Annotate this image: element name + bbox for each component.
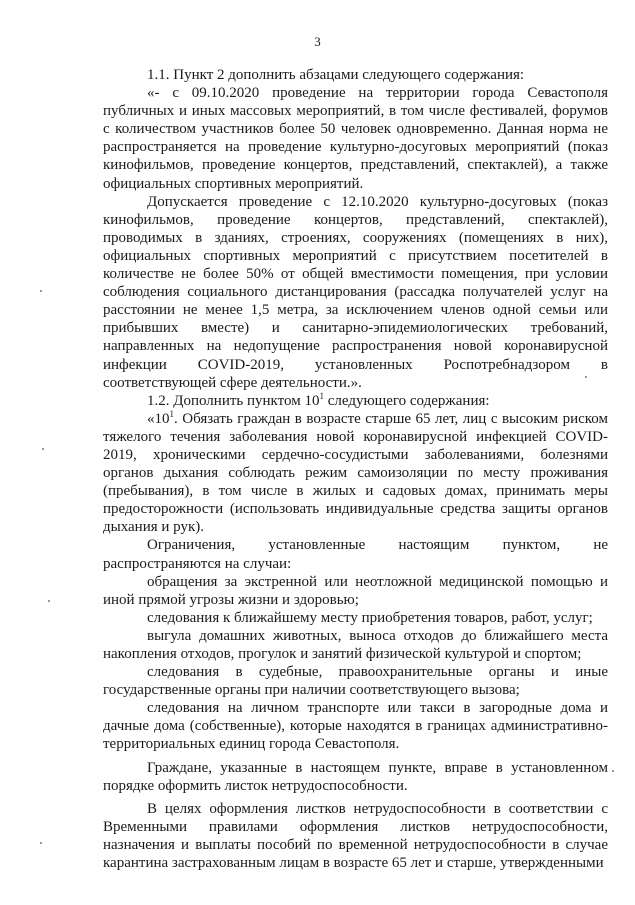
superscript: 1 (319, 390, 324, 401)
scan-speck (48, 600, 50, 602)
paragraph-cultural-events: Допускается проведение с 12.10.2020 культурно-досуговых (показ кинофильмов, проведение концертов, представлений, спектаклей), проводимых в зданиях, строениях, сооружениях (помещениях в них), официальных спортивных мероприятий с присутствием посетителей в количестве не более 50% от общей вместимости помещения, при условии соблюдения социального дистанцирования (рассадка получателей услуг на расстоянии не менее 1,5 метра, за исключением членов одной семьи или прибывших вместе) и санитарно-эпидемиологических требований, направленных на недопущение распространения новой коронавирусной инфекции COVID-2019, установленных Роспотребнадзором в соответствующей сфере деятельности.». (103, 193, 608, 391)
paragraph-1-1-intro: 1.1. Пункт 2 дополнить абзацами следующего содержания: (147, 67, 525, 83)
paragraph-10-1-text-after: . Обязать граждан в возрасте старше 65 лет, лиц с высоким риском тяжелого течения заболевания новой коронавирусной инфекцией COVID-2019, хроническими сердечно-сосудистыми заболеваниями, болезнями органов дыхания соблюдать режим самоизоляции по месту проживания (пребывания), в том числе в жилых и садовых домах, принимать меры предосторожности (использовать индивидуальные средства защиты органов дыхания и рук). (103, 410, 608, 536)
paragraph-sick-leave: Граждане, указанные в настоящем пункте, вправе в установленном порядке оформить листок нетрудоспособности. (103, 759, 608, 794)
paragraph-1-2-intro (103, 392, 608, 410)
paragraph-temporary-rules: В целях оформления листков нетрудоспособности в соответствии с Временными правилами оформления листков нетрудоспособности, назначения и выплаты пособий по временной нетрудоспособности в случае карантина застрахованным лицам в возрасте 65 лет и старше, утвержденными (103, 800, 608, 872)
paragraph-case-medical: обращения за экстренной или неотложной медицинской помощью и иной прямой угрозы жизни и здоровью; (103, 573, 608, 608)
paragraph-1-2-text-before: 1.2. Дополнить пунктом 10 (147, 392, 320, 409)
document-body (103, 66, 608, 872)
scan-speck (40, 842, 42, 844)
paragraph-case-shopping: следования к ближайшему месту приобретения товаров, работ, услуг; (147, 609, 593, 626)
superscript: 1 (169, 408, 174, 419)
page-number: 3 (314, 34, 321, 49)
scan-speck (40, 290, 42, 292)
paragraph-mass-events: «- с 09.10.2020 проведение на территории города Севастополя публичных и иных массовых мероприятий, в том числе фестивалей, форумов с количеством участников более 50 человек одновременно. Данная норма не распространяется на проведение культурно-досуговых мероприятий (показ кинофильмов, проведение концертов, представлений, спектаклей), а также официальных спортивных мероприятий. (103, 85, 608, 192)
paragraph-case-walking: выгула домашних животных, выноса отходов до ближайшего места накопления отходов, прогулок и занятий физической культурой и спортом; (103, 627, 608, 662)
scan-speck (42, 448, 44, 450)
scan-speck (612, 770, 614, 772)
paragraph-case-authorities: следования в судебные, правоохранительные органы и иные государственные органы при наличии соответствующего вызова; (103, 664, 608, 699)
scan-speck (585, 376, 587, 378)
paragraph-1-2-text-after: следующего содержания: (323, 392, 490, 409)
paragraph-case-country-house: следования на личном транспорте или такси в загородные дома и дачные дома (собственные), которые находятся в границах административно-территориальных единиц города Севастополя. (103, 700, 608, 753)
paragraph-10-1-text-before: «10 (147, 410, 170, 427)
paragraph-10-1-self-isolation (103, 410, 608, 537)
paragraph-restrictions: Ограничения, установленные настоящим пунктом, не распространяются на случаи: (103, 537, 608, 572)
